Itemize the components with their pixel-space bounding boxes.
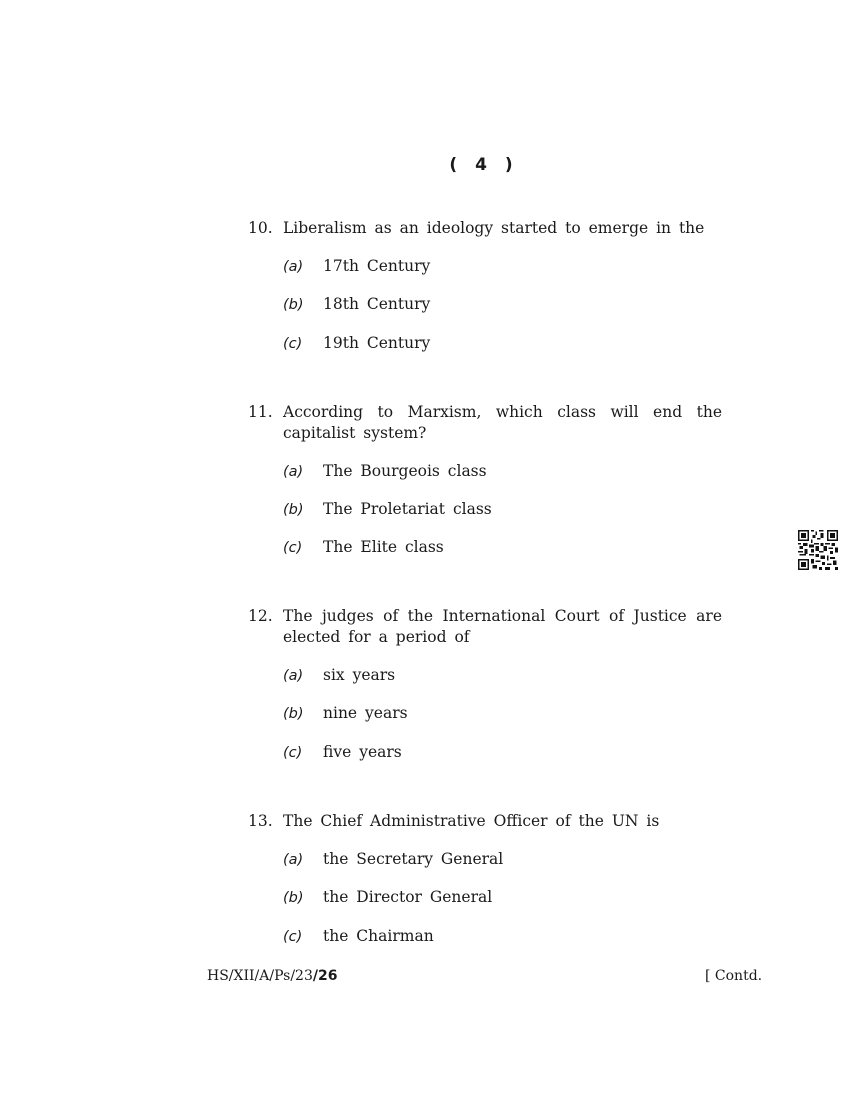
question-stem: The Chief Administrative Officer of the UN is: [283, 812, 660, 830]
question-10: [248, 218, 722, 239]
option-text: the Secretary General: [323, 850, 504, 868]
footer-code: [207, 968, 337, 984]
question-12: [248, 606, 722, 648]
option-label: (b): [283, 502, 304, 518]
paper-code: HS/XII/A/Ps/23: [207, 968, 313, 984]
option-text: 17th Century: [323, 257, 431, 275]
question-13: [248, 811, 722, 832]
question-11: [248, 402, 722, 444]
question-number: 12.: [248, 607, 273, 625]
option-text: The Elite class: [323, 538, 444, 556]
option-text: the Director General: [323, 888, 493, 906]
option-13a: [283, 849, 503, 871]
option-label: (c): [283, 336, 303, 352]
question-stem: The judges of the International Court of Justice are elected for a period of: [283, 607, 722, 646]
option-text: 18th Century: [323, 295, 431, 313]
question-stem: Liberalism as an ideology started to emerge in the: [283, 219, 705, 237]
option-label: (a): [283, 852, 304, 868]
option-13c: [283, 926, 434, 948]
question-number: 10.: [248, 219, 273, 237]
page-number: ( 4 ): [449, 155, 519, 175]
qr-code-icon: [798, 530, 838, 570]
option-10c: [283, 333, 430, 355]
continued-note: [ Contd.: [705, 968, 763, 984]
option-13b: [283, 887, 492, 909]
question-number: 13.: [248, 812, 273, 830]
page-reference: /26: [312, 968, 338, 984]
option-text: 19th Century: [323, 334, 431, 352]
question-number: 11.: [248, 403, 273, 421]
option-text: the Chairman: [323, 927, 434, 945]
option-label: (a): [283, 668, 304, 684]
option-label: (a): [283, 464, 304, 480]
option-text: The Proletariat class: [323, 500, 492, 518]
option-10a: [283, 256, 430, 278]
option-text: nine years: [323, 704, 408, 722]
option-label: (b): [283, 890, 304, 906]
option-label: (c): [283, 745, 303, 761]
option-text: five years: [323, 743, 402, 761]
option-label: (a): [283, 259, 304, 275]
option-label: (b): [283, 706, 304, 722]
option-12a: [283, 665, 395, 687]
option-11a: [283, 461, 487, 483]
option-11b: [283, 499, 492, 521]
option-10b: [283, 294, 430, 316]
option-12b: [283, 703, 408, 725]
option-11c: [283, 537, 444, 559]
option-text: The Bourgeois class: [323, 462, 487, 480]
option-12c: [283, 742, 402, 764]
option-label: (b): [283, 297, 304, 313]
option-label: (c): [283, 929, 303, 945]
option-label: (c): [283, 540, 303, 556]
option-text: six years: [323, 666, 396, 684]
question-stem: According to Marxism, which class will end the capitalist system?: [283, 403, 722, 442]
